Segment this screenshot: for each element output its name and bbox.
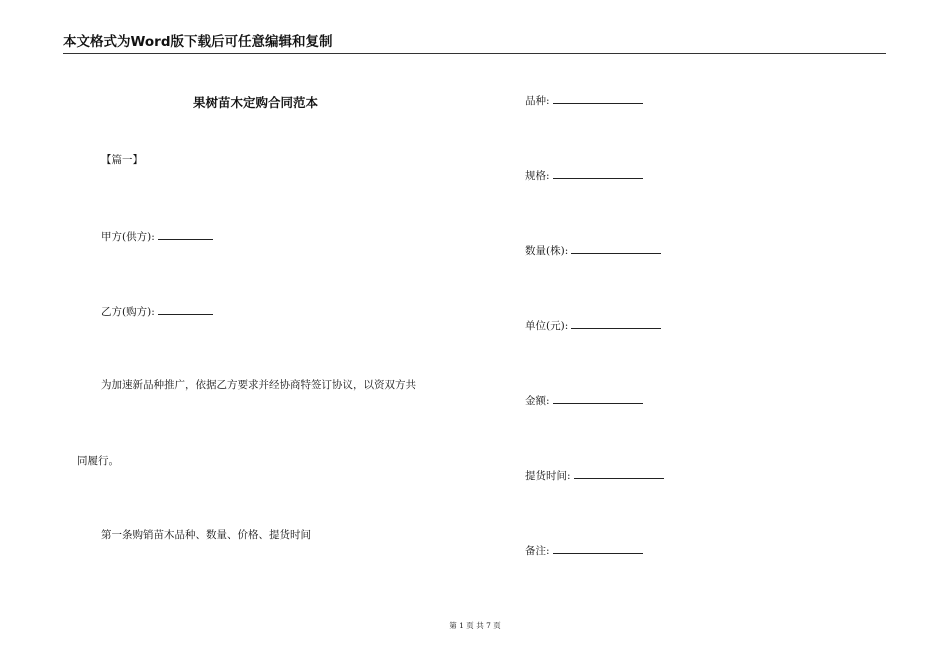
spec-label: 规格: [525, 170, 550, 182]
article-1-heading: 第一条购销苗木品种、数量、价格、提货时间 [101, 529, 311, 541]
intro-line-1: 为加速新品种推广，依据乙方要求并经协商特签订协议，以资双方共 [101, 379, 416, 391]
pickup-time-blank [574, 468, 664, 479]
amount-field [525, 393, 643, 408]
spec-field [525, 168, 643, 183]
header-text: 本文格式为Word版下载后可任意编辑和复制 [63, 34, 333, 50]
quantity-field [525, 243, 661, 258]
intro-line-2: 同履行。 [77, 455, 119, 467]
remarks-label: 备注: [525, 545, 550, 557]
unit-price-field [525, 318, 661, 333]
pickup-time-label: 提货时间: [525, 470, 571, 482]
section-label: 【篇一】 [101, 154, 143, 166]
spec-blank [553, 168, 643, 179]
quantity-blank [571, 243, 661, 254]
party-b-line [101, 304, 213, 319]
party-a-blank [158, 229, 213, 240]
party-b-blank [158, 304, 213, 315]
party-b-label: 乙方(购方): [101, 306, 155, 318]
quantity-label: 数量(株): [525, 245, 569, 257]
variety-field [525, 93, 643, 108]
page-footer: 第 1 页 共 7 页 [449, 621, 501, 630]
variety-blank [553, 93, 643, 104]
amount-label: 金额: [525, 395, 550, 407]
pickup-time-field [525, 468, 664, 483]
page-header [63, 33, 886, 54]
remarks-field [525, 543, 643, 558]
party-a-line [101, 229, 213, 244]
document-title: 果树苗木定购合同范本 [193, 95, 319, 110]
unit-price-blank [571, 318, 661, 329]
remarks-blank [553, 543, 643, 554]
party-a-label: 甲方(供方): [101, 231, 155, 243]
unit-price-label: 单位(元): [525, 320, 569, 332]
amount-blank [553, 393, 643, 404]
variety-label: 品种: [525, 95, 550, 107]
